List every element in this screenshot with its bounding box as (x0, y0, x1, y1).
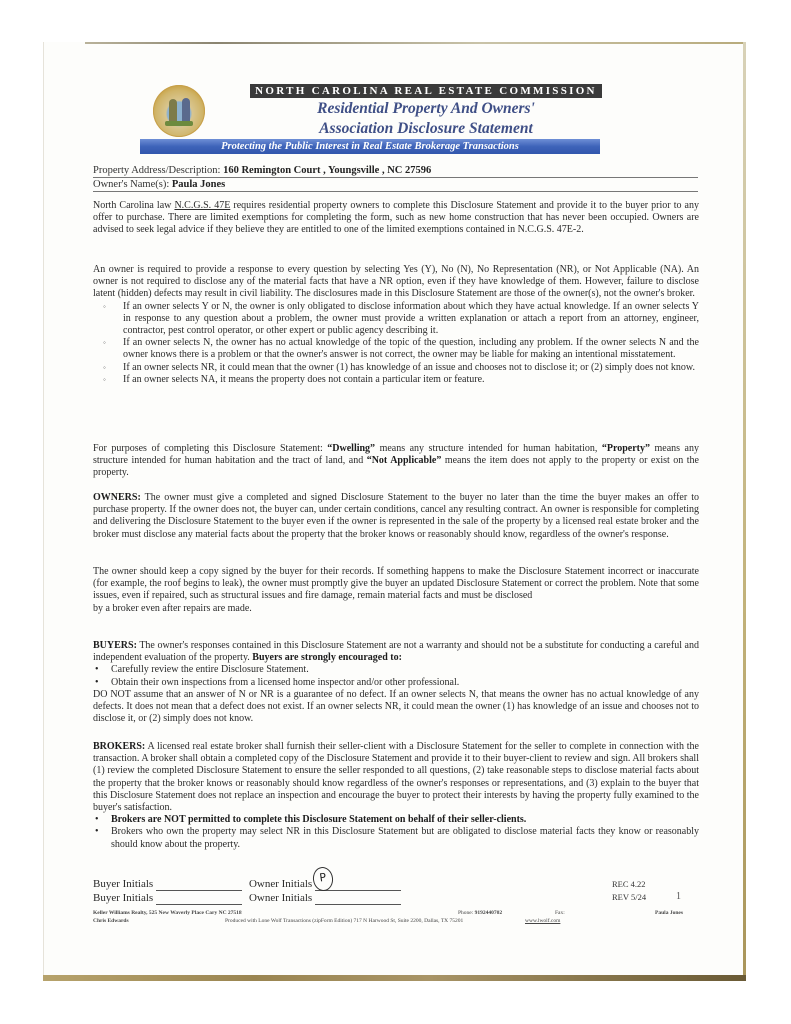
hollow-bullet-icon: ◦ (103, 301, 106, 311)
term-property: “Property” (601, 443, 650, 454)
bullet-icon: • (95, 826, 99, 838)
bullet-icon: • (95, 664, 99, 676)
buyers-heading: BUYERS: (93, 640, 137, 651)
paper-right-edge (743, 42, 746, 980)
owner-initials-label: Owner Initials (248, 878, 313, 890)
seal-ground (165, 121, 193, 126)
response-bullet-nr: ◦ If an owner selects NR, it could mean that the owner (1) has knowledge of an issue and chooses not to disclose it; or (2) simply does not know. (103, 361, 696, 373)
hollow-bullet-icon: ◦ (103, 362, 106, 372)
buyers-emphasis: Buyers are strongly encouraged to: (252, 652, 402, 664)
owner-copy-paragraph: The owner should keep a copy signed by the buyer for their records. If something happens to make the Disclosure Statement incorrect or inaccurate (for example, the roof begins to leak), the owner must promptly give the buyer an updated Disclosure Statement or correct the problem. Note that some issues, even if repaired, such as structural issues and fire damage, remain material facts and must be disclosed by a broker even after repairs are made. (93, 566, 699, 614)
intro-prefix: North Carolina law (93, 200, 175, 211)
mission-banner: Protecting the Public Interest in Real Estate Brokerage Transactions (140, 139, 600, 154)
page-number: 1 (676, 891, 681, 902)
owner-initial-mark: P (311, 866, 334, 893)
owner-initials-field-2[interactable] (315, 893, 401, 905)
seal-figure-liberty (169, 99, 177, 123)
statute-link[interactable]: N.C.G.S. 47E (174, 200, 231, 211)
phone: Phone: 9192440702 (458, 910, 503, 916)
brokers-bullet-owner-brokers: • Brokers who own the property may select NR in this Disclosure Statement but are obligated to disclose material facts they know or reasonably should know about the property. (95, 826, 699, 850)
hollow-bullet-icon: ◦ (103, 374, 106, 384)
owner-initials-label: Owner Initials (248, 892, 313, 904)
brokerage-info: Keller Williams Realty, 525 New Waverly Place Cary NC 27518 (93, 910, 242, 916)
owners-paragraph: OWNERS: The owner must give a completed and signed Disclosure Statement to the buyer no later than the time the buyer makes an offer to purchase property. If the owner does not, the buyer can, under certain conditions, cancel any resulting contract. An owner is responsible for completing and delivering the Disclosure Statement to the buyer even if the owner is represented in the sale of the property by a licensed real estate broker and the broker must disclose any material facts about the property that the broker knows or reasonably should know, regardless of the owner's response. (93, 492, 699, 540)
brokers-heading: BROKERS: (93, 741, 146, 752)
response-bullet-n: ◦ If an owner selects N, the owner has no actual knowledge of the topic of the question, including any problem. If the owner selects N and the owner knows there is a problem or that the owner's answer is not correct, the owner may be liable for making an intentional misstatement. (103, 337, 699, 361)
term-not-applicable: “Not Applicable” (366, 455, 442, 467)
bullet-icon: • (95, 814, 99, 826)
paper-left-edge (43, 42, 44, 978)
response-paragraph: An owner is required to provide a response to every question by selecting Yes (Y), No (N), No Representation (NR), or Not Applicable (NA). An owner is not required to disclose any of the material facts that have a NR option, even if they have knowledge of them. However, failure to disclose latent (hidden) defects may result in civil liability. The disclosures made in this Disclosure Statement are those of the owner(s), not the owner's broker. (93, 264, 699, 300)
buyer-initials-field-2[interactable] (156, 893, 242, 905)
buyers-bullet-inspect: • Obtain their own inspections from a licensed home inspector and/or other professional. (95, 676, 460, 688)
property-address-field[interactable] (93, 164, 698, 178)
rev-code: REV 5/24 (612, 892, 647, 902)
paper-bottom-edge (43, 975, 746, 981)
buyer-initials-field-1[interactable] (156, 879, 242, 891)
response-section (93, 264, 699, 386)
produced-by: Produced with Lone Wolf Transactions (zipForm Edition) 717 N Harwood St, Suite 2200, Dallas, TX 75201 (225, 918, 464, 924)
response-bullet-yn: ◦ If an owner selects Y or N, the owner is only obligated to disclose information about which they have actual knowledge. If an owner selects Y in response to any question about a problem, the owner must provide a written explanation or attach a report from an attorney, engineer, contractor, pest control operator, or other expert or public agency describing it. (103, 300, 699, 337)
paper-top-edge (85, 42, 745, 44)
agent-name: Chris Edwards (93, 918, 129, 924)
form-footer (93, 909, 713, 931)
term-dwelling: “Dwelling” (327, 443, 376, 454)
response-bullet-na: ◦ If an owner selects NA, it means the property does not contain a particular item or feature. (103, 373, 485, 385)
owner-name-label: Owner's Name(s): (93, 179, 170, 190)
brokers-bullet-not-permitted: • Brokers are NOT permitted to complete this Disclosure Statement on behalf of their seller-clients. (95, 814, 527, 826)
file-name: Paula Jones (655, 910, 683, 916)
fax-label: Fax: (555, 910, 565, 916)
seal-figure-plenty (182, 98, 190, 123)
owner-name-value: Paula Jones (171, 179, 226, 190)
commission-name-bar: NORTH CAROLINA REAL ESTATE COMMISSION (250, 84, 602, 98)
form-revision-codes (612, 878, 646, 904)
buyers-section: BUYERS: The owner's responses contained in this Disclosure Statement are not a warranty and should not be a substitute for conducting a careful and independent evaluation of the property. Buyers are strongly encouraged to: • Carefully review the entire Disclosure Statement. • Obtain their own inspections from a licensed home inspector and/or other professional. DO NOT assume that an answer of N or NR is a guarantee of no defect. If an owner selects N, that means the owner has no actual knowledge of any defects. It does not mean that a defect does not exist. If an owner selects NR, it could mean the owner (1) has knowledge of an issue and chooses not to disclose it, or (2) simply does not know. (93, 640, 699, 725)
form-title (250, 99, 602, 139)
bullet-icon: • (95, 676, 99, 688)
buyers-bullet-review: • Carefully review the entire Disclosure Statement. (95, 664, 309, 676)
property-address-value: 160 Remington Court , Youngsville , NC 27596 (223, 165, 432, 176)
property-address-label: Property Address/Description: (93, 165, 221, 176)
owners-heading: OWNERS: (93, 492, 141, 503)
brokers-section: BROKERS: A licensed real estate broker shall furnish their seller-client with a Disclosure Statement for the seller to complete in connection with the transaction. A broker shall obtain a completed copy of the Disclosure Statement and provide it to their buyer-client to review and sign. All brokers shall (1) review the completed Disclosure Statement to ensure the seller responded to all questions, (2) take reasonable steps to disclose material facts about the property that the broker knows or reasonably should know regardless of the owner's responses or representations, and (3) explain to the buyer that this Disclosure Statement does not replace an inspection and encourage the buyer to protect their interests by having the property fully examined to the buyer's satisfaction. • Brokers are NOT permitted to complete this Disclosure Statement on behalf of their seller-clients. • Brokers who own the property may select NR in this Disclosure Statement but are obligated to disclose material facts they know or reasonably should know about the property. (93, 741, 699, 850)
buyers-bullet-list (93, 664, 699, 688)
rec-code: REC 4.22 (612, 879, 646, 889)
form-title-line-1: Residential Property And Owners' (317, 100, 535, 117)
form-title-line-2: Association Disclosure Statement (319, 120, 533, 137)
nc-state-seal-icon (153, 85, 205, 137)
intro-paragraph (93, 200, 699, 237)
lwolf-link[interactable]: www.lwolf.com (525, 918, 561, 924)
owner-name-field[interactable] (93, 178, 698, 192)
buyer-initials-label: Buyer Initials (93, 892, 154, 904)
brokers-bullet-list (93, 814, 699, 851)
definitions-paragraph: For purposes of completing this Disclosure Statement: “Dwelling” means any structure intended for human habitation, “Property” means any structure intended for human habitation and the tract of land, and “Not Applicable” means the item does not apply to the property or exist on the property. (93, 443, 699, 479)
hollow-bullet-icon: ◦ (103, 338, 106, 348)
buyers-warning: DO NOT assume that an answer of N or NR is a guarantee of no defect. If an owner selects N, that means the owner has no actual knowledge of any defects. It does not mean that a defect does not exist. If an owner selects NR, it could mean the owner (1) has knowledge of an issue and chooses not to disclose it, or (2) simply does not know. (93, 688, 699, 725)
intro-suffix: requires residential property owners to complete this Disclosure Statement and provide it to the buyer prior to any offer to purchase. There are limited exemptions for completing the form, such as new home construction that has never been occupied. Owners are advised to seek legal advice if they believe they are entitled to one of the limited exemptions contained in N.C.G.S. 47E-2. (93, 200, 699, 236)
response-bullet-list (93, 301, 699, 386)
buyer-initials-label: Buyer Initials (93, 878, 154, 890)
